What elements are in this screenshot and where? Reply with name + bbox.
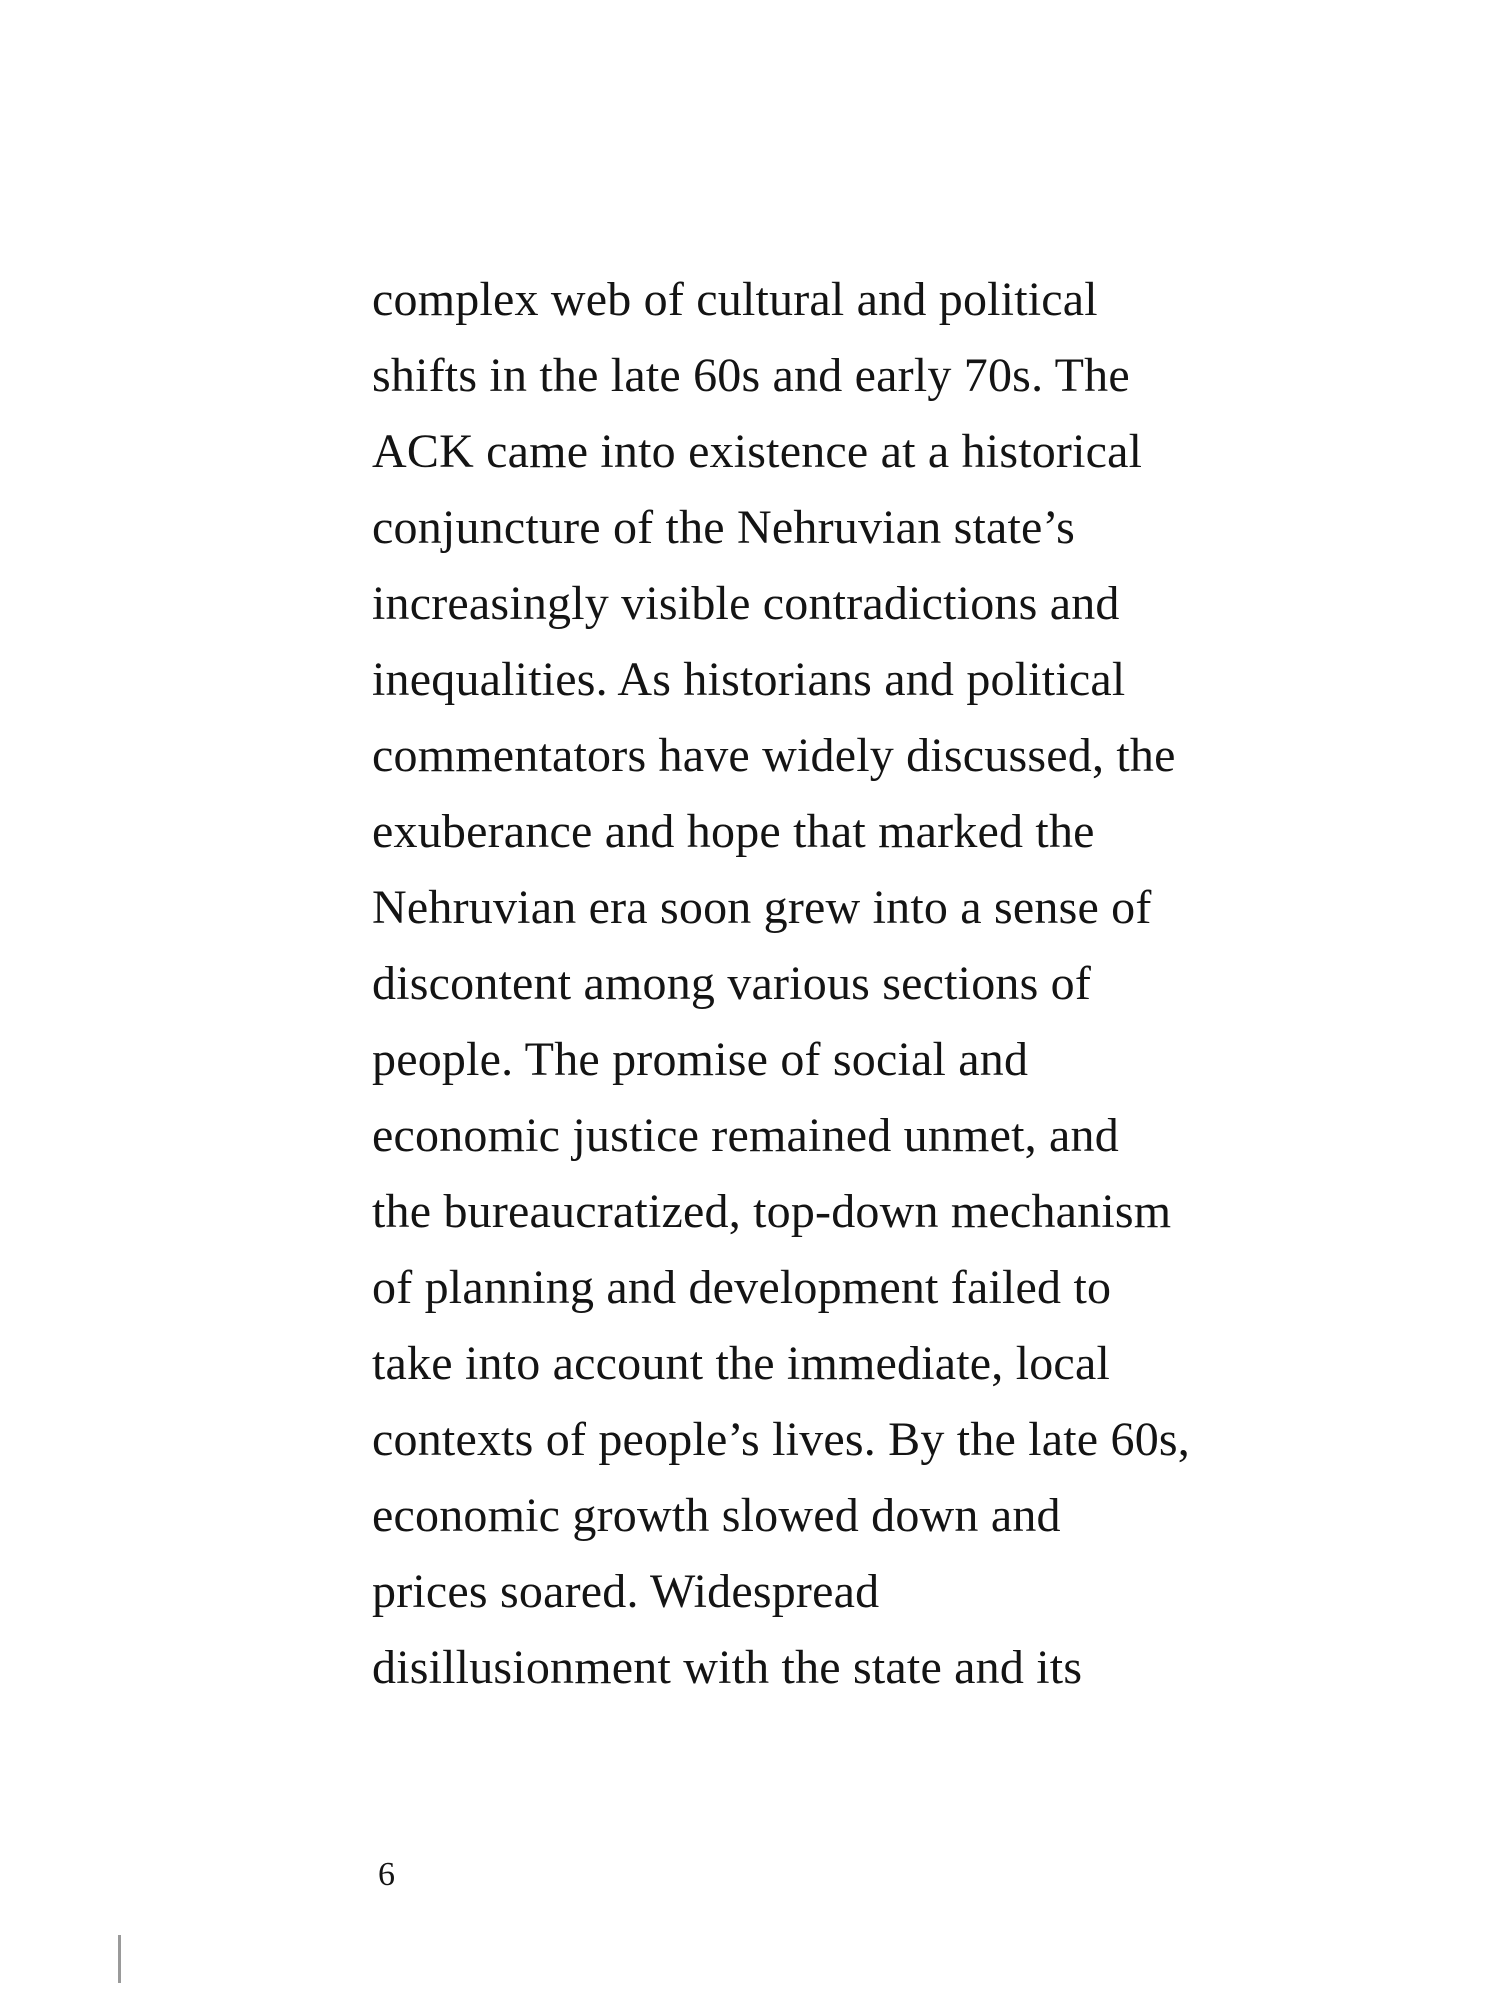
text-line: increasingly visible contradictions and — [372, 577, 1120, 630]
text-line: prices soared. Widespread — [372, 1565, 880, 1618]
text-line: of planning and development failed to — [372, 1261, 1112, 1314]
text-line: ACK came into existence at a historical — [372, 425, 1143, 478]
text-line: Nehruvian era soon grew into a sense of — [372, 881, 1152, 934]
text-line: the bureaucratized, top-down mechanism — [372, 1185, 1172, 1238]
text-line: disillusionment with the state and its — [372, 1641, 1083, 1694]
text-line: people. The promise of social and — [372, 1033, 1029, 1086]
text-line: discontent among various sections of — [372, 957, 1092, 1010]
text-line: shifts in the late 60s and early 70s. The — [372, 349, 1130, 402]
text-line: economic growth slowed down and — [372, 1489, 1061, 1542]
text-line: take into account the immediate, local — [372, 1337, 1110, 1390]
body-paragraph — [372, 262, 1272, 1706]
text-line: commentators have widely discussed, the — [372, 729, 1176, 782]
text-line: economic justice remained unmet, and — [372, 1109, 1119, 1162]
text-line: inequalities. As historians and political — [372, 653, 1126, 706]
page-number: 6 — [378, 1856, 395, 1893]
text-line: contexts of people’s lives. By the late 60s, — [372, 1413, 1190, 1466]
text-line: complex web of cultural and political — [372, 273, 1098, 326]
text-line: conjuncture of the Nehruvian state’s — [372, 501, 1075, 554]
text-line: exuberance and hope that marked the — [372, 805, 1095, 858]
scan-edge-mark — [118, 1935, 121, 1983]
